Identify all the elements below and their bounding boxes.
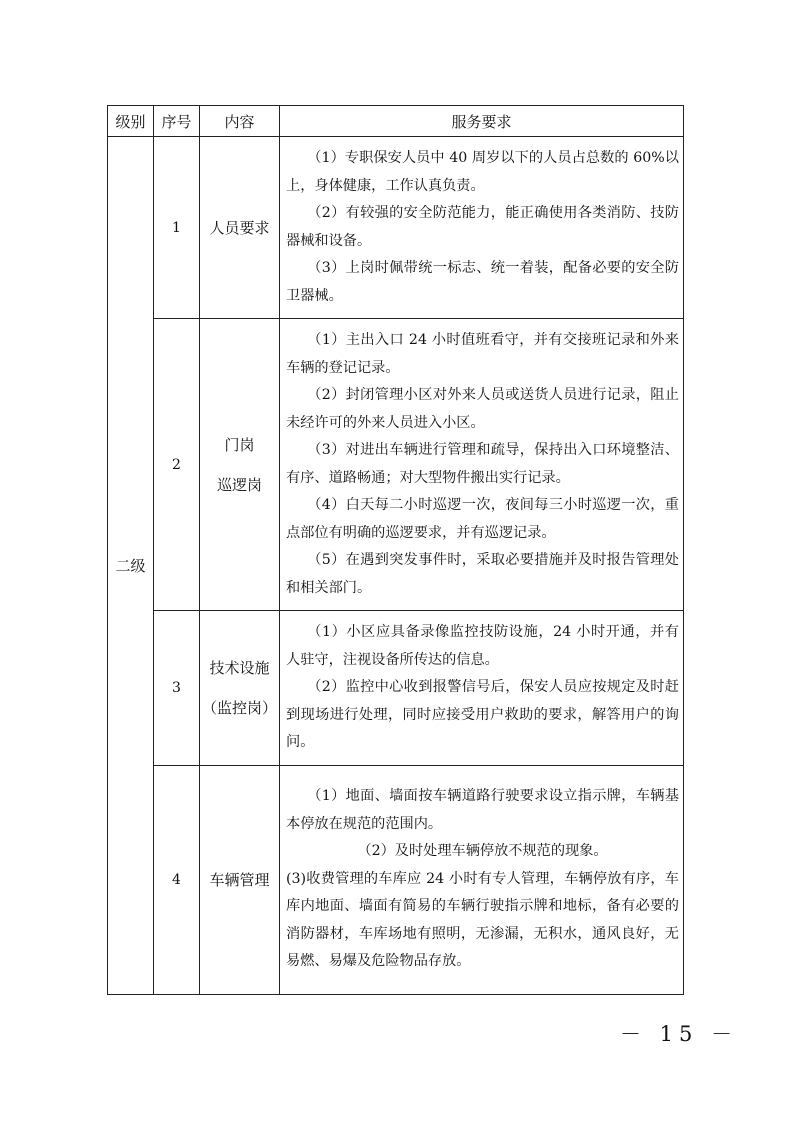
requirement-item: （2）封闭管理小区对外来人员或送货人员进行记录，阻止未经许可的外来人员进入小区。 bbox=[286, 387, 679, 431]
table-row bbox=[108, 765, 684, 994]
service-requirements-table bbox=[107, 105, 684, 995]
content-line: （监控岗） bbox=[201, 698, 277, 717]
requirement-item: （2）有较强的安全防范能力，能正确使用各类消防、技防器械和设备。 bbox=[286, 205, 679, 249]
level-cell: 二级 bbox=[108, 137, 154, 995]
row-number: 3 bbox=[154, 611, 200, 766]
requirement-item: （2）及时处理车辆停放不规范的现象。 bbox=[357, 843, 608, 860]
row-requirements bbox=[280, 137, 684, 319]
requirement-item: （1）专职保安人员中 40 周岁以下的人员占总数的 60%以上，身体健康，工作认真负责。 bbox=[286, 150, 679, 194]
content-line: 巡逻岗 bbox=[216, 475, 262, 494]
content-line: 技术设施 bbox=[209, 658, 270, 677]
row-requirements bbox=[280, 319, 684, 611]
table-row bbox=[108, 319, 684, 611]
header-number: 序号 bbox=[154, 106, 200, 137]
row-content bbox=[200, 765, 280, 994]
table-row bbox=[108, 137, 684, 319]
requirement-item: (3)收费管理的车库应 24 小时有专人管理，车辆停放有序，车库内地面、墙面有简易的车辆行驶指示牌和地标，备有必要的消防器材，车库场地有照明，无渗漏，无积水，通风良好，无易燃、易爆及危险物品存放。 bbox=[286, 870, 679, 970]
row-requirements bbox=[280, 765, 684, 994]
requirement-item: （1）小区应具备录像监控技防设施，24 小时开通，并有人驻守，注视设备所传达的信息。 bbox=[286, 624, 679, 668]
page-number: － 15 － bbox=[620, 1022, 739, 1046]
row-content bbox=[200, 137, 280, 319]
requirement-item: （4）白天每二小时巡逻一次，夜间每三小时巡逻一次，重点部位有明确的巡逻要求，并有巡逻记录。 bbox=[286, 497, 679, 541]
requirement-item: （1）地面、墙面按车辆道路行驶要求设立指示牌，车辆基本停放在规范的范围内。 bbox=[286, 788, 679, 832]
header-content: 内容 bbox=[200, 106, 280, 137]
content-line: 人员要求 bbox=[209, 218, 270, 237]
row-number: 4 bbox=[154, 765, 200, 994]
requirement-item: （3）上岗时佩带统一标志、统一着装，配备必要的安全防卫器械。 bbox=[286, 260, 679, 304]
table-header-row bbox=[108, 106, 684, 137]
requirement-item: （1）主出入口 24 小时值班看守，并有交接班记录和外来车辆的登记记录。 bbox=[286, 332, 679, 376]
content-line: 门岗 bbox=[224, 435, 255, 454]
header-requirements: 服务要求 bbox=[280, 106, 684, 137]
requirement-item: （2）监控中心收到报警信号后，保安人员应按规定及时赶到现场进行处理，同时应接受用户救助的要求，解答用户的询问。 bbox=[286, 679, 679, 750]
requirement-item: （3）对进出车辆进行管理和疏导，保持出入口环境整洁、有序、道路畅通；对大型物件搬出实行记录。 bbox=[286, 442, 679, 486]
header-level: 级别 bbox=[108, 106, 154, 137]
row-content bbox=[200, 319, 280, 611]
row-number: 1 bbox=[154, 137, 200, 319]
table-row bbox=[108, 611, 684, 766]
requirement-item: （5）在遇到突发事件时，采取必要措施并及时报告管理处和相关部门。 bbox=[286, 552, 679, 596]
row-requirements bbox=[280, 611, 684, 766]
row-number: 2 bbox=[154, 319, 200, 611]
row-content bbox=[200, 611, 280, 766]
content-line: 车辆管理 bbox=[209, 870, 270, 889]
